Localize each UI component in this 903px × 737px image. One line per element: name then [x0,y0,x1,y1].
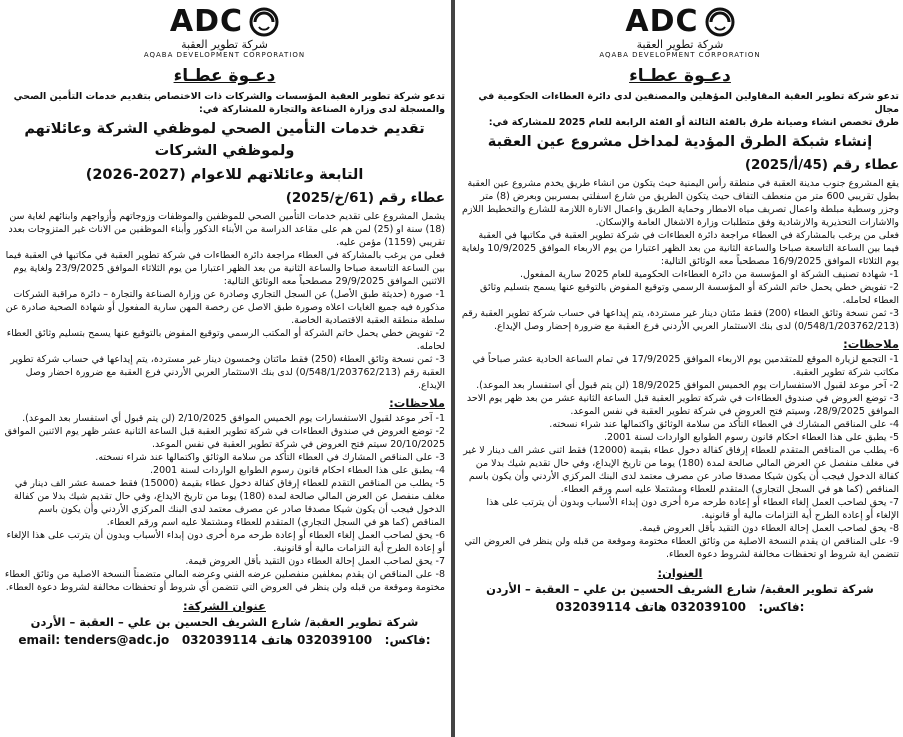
right-note-item: 7- يحق لصاحب العمل إلغاء العطاء أو إعادة طرحه مرة أخرى دون إبداء الأسباب وبدون أن يترتب على هذا الإلغاء أو إعادة الطرح أية التزامات مالية أو قانونية. [486,497,899,521]
left-note-item: 6- يحق لصاحب العمل إلغاء العطاء أو إعادة طرحه مرة أخرى دون إبداء الأسباب وبدون أن يترتب على هذا الإلغاء أو إعادة الطرح أية التزامات مالية أو قانونية. [6,530,445,554]
left-body-paragraph: فعلى من يرغب بالمشاركة في العطاء مراجعة دائرة العطاءات في شركة تطوير العقبة في مكاتبها في العقبة فيما بين الساعة التاسعة صباحا والساعة الثانية من بعد الظهر اعتبارا من يوم الثلاثاء الموافق 23/9/2025 ولغاية يوم الاثنين الموافق 29/9/2025 مصطحباً معه الوثائق التالية: [5,250,445,287]
left-address: شركة تطوير العقبة/ شارع الشريف الحسين بن علي – العقبة – الأردن [30,615,419,629]
left-phone-number: 032039100 [296,633,373,647]
logo-arabic: شركة تطوير العقبة [181,38,268,51]
left-note-item: 1- آخر موعد لقبول الاستفسارات يوم الخميس الموافق 2/10/2025 (لن يتم قبول أي استفسار بعد الموعد). [22,413,445,424]
right-body-paragraph: 1- شهادة تصنيف الشركة او المؤسسة من دائرة العطاءات الحكومية للعام 2025 سارية المفعول. [520,269,899,280]
right-note-item: 5- يطبق على هذا العطاء احكام قانون رسوم الطوابع الواردات لسنة 2001. [604,432,899,443]
right-intro-line2: طرق تخصص انشاء وصيانة طرق بالفئة الثالثة أو الفئة الرابعة للعام 2025 للمشاركة في: [488,117,899,128]
logo-wordmark: ADC [169,4,244,39]
right-notes-heading: ملاحظات: [843,337,899,351]
right-title: دعـوة عطـاء [629,66,731,86]
right-project-title: إنشاء شبكة الطرق المؤدية لمداخل مشروع عين العقبة [487,134,873,150]
left-title: دعـوة عطـاء [173,66,276,86]
logo-swirl-icon [249,7,279,37]
right-note-item: 3- توضع العروض في صندوق العطاءات في شركة تطوير العقبة قبل الساعة الثانية عشر من بعد ظهر يوم الاحد الموافق 28/9/2025، وسيتم فتح العروض في شركة تطوير العقبة في نفس الموعد. [466,393,899,417]
left-fax-label: فاكس: [384,633,426,647]
left-tender-ad [0,0,451,737]
logo-english: AQABA DEVELOPMENT CORPORATION [143,51,306,59]
right-note-item: 8- يحق لصاحب العمل إحالة العطاء دون التقيد بأقل العروض قيمة. [639,523,899,534]
left-project-title-line2: التابعة وعائلاتهم للاعوام (2027-2026) [85,167,364,183]
right-intro-line1: تدعو شركة تطوير العقبة المقاولين المؤهلين والمصنفين لدى دائرة العطاءات الحكومية في مجال [478,91,899,115]
left-adc-logo [4,6,445,60]
right-fax-number: 032039114 [555,600,631,614]
left-note-item: 4- يطبق على هذا العطاء احكام قانون رسوم الطوابع الواردات لسنة 2001. [150,465,445,476]
right-body-paragraph: يقع المشروع جنوب مدينة العقبة في منطقة رأس اليمنية حيث يتكون من انشاء طريق يخدم مشروع عين العقبة بطول تقريبي 600 متر من منعطف التفاف حيث يتكون الطريق من شارع اسفلتي بمسربين وبعرض (8) متر وجزر وسطية مبلطة واعمال تصريف مياه الامطار وحماية الطريق واعمال الانارة اللازمة للشارع والتخطيط اللازم والاشارات التحذيرية والارشادية وفق متطلبات وزارة الاشغال العامة والإسكان. [461,178,899,228]
left-intro-line2: والمسجلة لدى وزارة الصناعة والتجارة للمشاركة في: [199,104,445,115]
left-notes-heading: ملاحظات: [389,396,445,410]
right-note-item: 1- التجمع لزيارة الموقع للمتقدمين يوم الاربعاء الموافق 17/9/2025 في تمام الساعة الحادية عشر صباحاً في مكاتب شركة تطوير العقبة. [472,354,899,378]
right-note-item: 9- على المناقص ان يقدم النسخة الاصلية من وثائق العطاء مختومة وموقعة من قبله ولن ينظر في العروض التي تتضمن اية شروط او تحفظات مخالفة لشروط دعوة العطاء. [464,536,899,560]
logo-swirl-icon [705,7,735,37]
right-fax-label: فاكس: [758,600,800,614]
right-tender-number: عطاء رقم (45/أ/2025) [744,157,899,173]
right-body-paragraph: فعلى من يرغب بالمشاركة في العطاء مراجعة دائرة العطاءات في شركة تطوير العقبة في مكاتبها في العقبة فيما بين الساعة التاسعة صباحا والساعة الثانية من بعد الظهر اعتبارا من يوم الاربعاء الموافق 10/9/2025 ولغاية يوم الثلاثاء الموافق 16/9/2025 مصطحباً معه الوثائق التالية: [461,230,899,267]
left-phone-label: هاتف: [261,633,431,647]
right-phone-label: هاتف: [634,600,805,614]
left-body-paragraph: 3- ثمن نسخة وثائق العطاء (250) فقط مائتان وخمسون دينار غير مستردة، يتم إيداعها في حساب شركة تطوير العقبة رقم (0/548/1/203762/213) لدى بنك الاستثمار العربي الأردني فرع العقبة مع ضرورة احضار وصل الإيداع. [10,354,445,391]
right-note-item: 6- يطلب من المناقص المتقدم للعطاء إرفاق كفالة دخول عطاء بقيمة (12000) فقط اثنى عشر الف دينار لا غير في مغلف منفصل عن العرض المالي صالحة لمدة (180) يوما من تاريخ الإيداع، وفي حال تقديم شيك بدلا من كفالة الدخول فيجب أن يكون شيكا مصدقا صادر عن مصرف معتمد لدى البنك المركزي الأردني وأن يكون باسم المناقص (كما هو في السجل التجاري) المتقدم للعطاء ومشتملا عليه اسم ورقم العطاء. [463,445,899,495]
left-intro-line1: تدعو شركة تطوير العقبة المؤسسات والشركات ذات الاختصاص بتقديم خدمات التأمين الصحي [13,91,445,102]
right-body-paragraph: 3- ثمن نسخة وثائق العطاء (200) فقط مئتان دينار غير مستردة، يتم إيداعها في حساب شركة تطوير العقبة رقم (0/548/1/203762/213) لدى بنك الاستثمار العربي الأردني فرع العقبة مع ضرورة إحضار وصل الإيداع. [461,308,899,332]
left-body-paragraph: 2- تفويض خطي يحمل خاتم الشركة أو المكتب الرسمي وتوقيع المفوض بالتوقيع عنها يسمح بتسليم وثائق العطاء لحامله. [6,328,445,352]
right-adc-logo [461,6,899,60]
left-body-paragraph: 1- صورة (حديثة طبق الأصل) عن السجل التجاري وصادرة عن وزارة الصناعة والتجارة – دائرة مراقبة الشركات مذكورة فيه جميع الغايات اعلاه وصورة طبق الاصل عن رخصة المهن سارية المفعول أو شهادة الصحية صادرة عن سلطة منطقة العقبة الاقتصادية الخاصة. [5,289,445,326]
logo-wordmark: ADC [625,4,699,39]
left-note-item: 7- يحق لصاحب العمل إحالة العطاء دون التقيد بأقل العروض قيمة. [185,556,445,567]
left-tender-number: عطاء رقم (61/خ/2025) [285,190,445,206]
left-note-item: 3- على المناقص المشارك في العطاء التأكد من سلامة الوثائق واكتمالها عند شراء نسخته. [95,452,445,463]
left-address-heading: عنوان الشركة: [183,599,266,613]
logo-english: AQABA DEVELOPMENT CORPORATION [599,51,761,59]
right-note-item: 4- على المناقص المشارك في العطاء التأكد من سلامة الوثائق واكتمالها عند شراء نسخته. [549,419,899,430]
left-note-item: 5- يطلب من المناقص التقدم للعطاء إرفاق كفالة دخول عطاء بقيمة (15000) فقط خمسة عشر الف دينار في مغلف منفصل عن العرض المالي صالحة لمدة (180) يوما من تاريخ الايداع، وفي حال تقديم شيك بدلا من كفالة الدخول فيجب أن يكون شيكا مصدقا صادر عن مصرف معتمد لدى البنك المركزي الأردني وأن يكون باسم المناقص (كما هو في السجل التجاري) المتقدم للعطاء ومشتملا عليه اسم ورقم العطاء. [13,478,445,528]
left-note-item: 8- على المناقص ان يقدم بمغلفين منفصلين عرضه الفني وعرضه المالي متضمناً النسخة الاصلية من وثائق العطاء مختومة وموقعة من قبله ولن ينظر في العروض التي تتضمن أي شروط أو تحفظات مخالفة لشروط دعوة العطاء. [4,569,445,593]
left-contact-line [4,631,445,649]
left-project-title-line1: تقديم خدمات التأمين الصحي لموظفي الشركة وعائلاتهم ولموظفي الشركات [24,121,425,159]
right-address-heading: العنوان: [657,566,703,580]
right-address: شركة تطوير العقبة/ شارع الشريف الحسين بن علي – العقبة – الأردن [486,582,874,596]
right-phone-number: 032039100 [670,600,746,614]
left-note-item: 2- توضع العروض في صندوق العطاءات في شركة تطوير العقبة قبل الساعة الثانية عشر ظهر يوم الاثنين الموافق 20/10/2025 سيتم فتح العروض في شركة تطوير العقبة في نفس الموعد. [4,426,445,450]
left-email[interactable]: email: tenders@adc.jo [18,633,170,647]
right-tender-ad [455,0,903,737]
right-contact-line [461,598,899,616]
right-body-paragraph: 2- تفويض خطي يحمل خاتم الشركة أو المؤسسة الرسمي وتوقيع المفوض بالتوقيع عنها يسمح بتسليم وثائق العطاء لحامله. [480,282,899,306]
left-body-paragraph: يشمل المشروع على تقديم خدمات التأمين الصحي للموظفين والموظفات وزوجاتهم وأزواجهم وابنائهم لغاية سن (18) سنة او (25) لمن هم على مقاعد الدراسة من الأبناء الذكور وأبناء الموظفين من الاناث غير المتزوجات بعدد تقريبي (1159) مؤمن عليه. [8,211,445,248]
left-fax-number: 032039114 [181,633,257,647]
logo-arabic: شركة تطوير العقبة [636,38,724,51]
right-note-item: 2- آخر موعد لقبول الاستفسارات يوم الخميس الموافق 18/9/2025 (لن يتم قبول أي استفسار بعد الموعد). [476,380,899,391]
